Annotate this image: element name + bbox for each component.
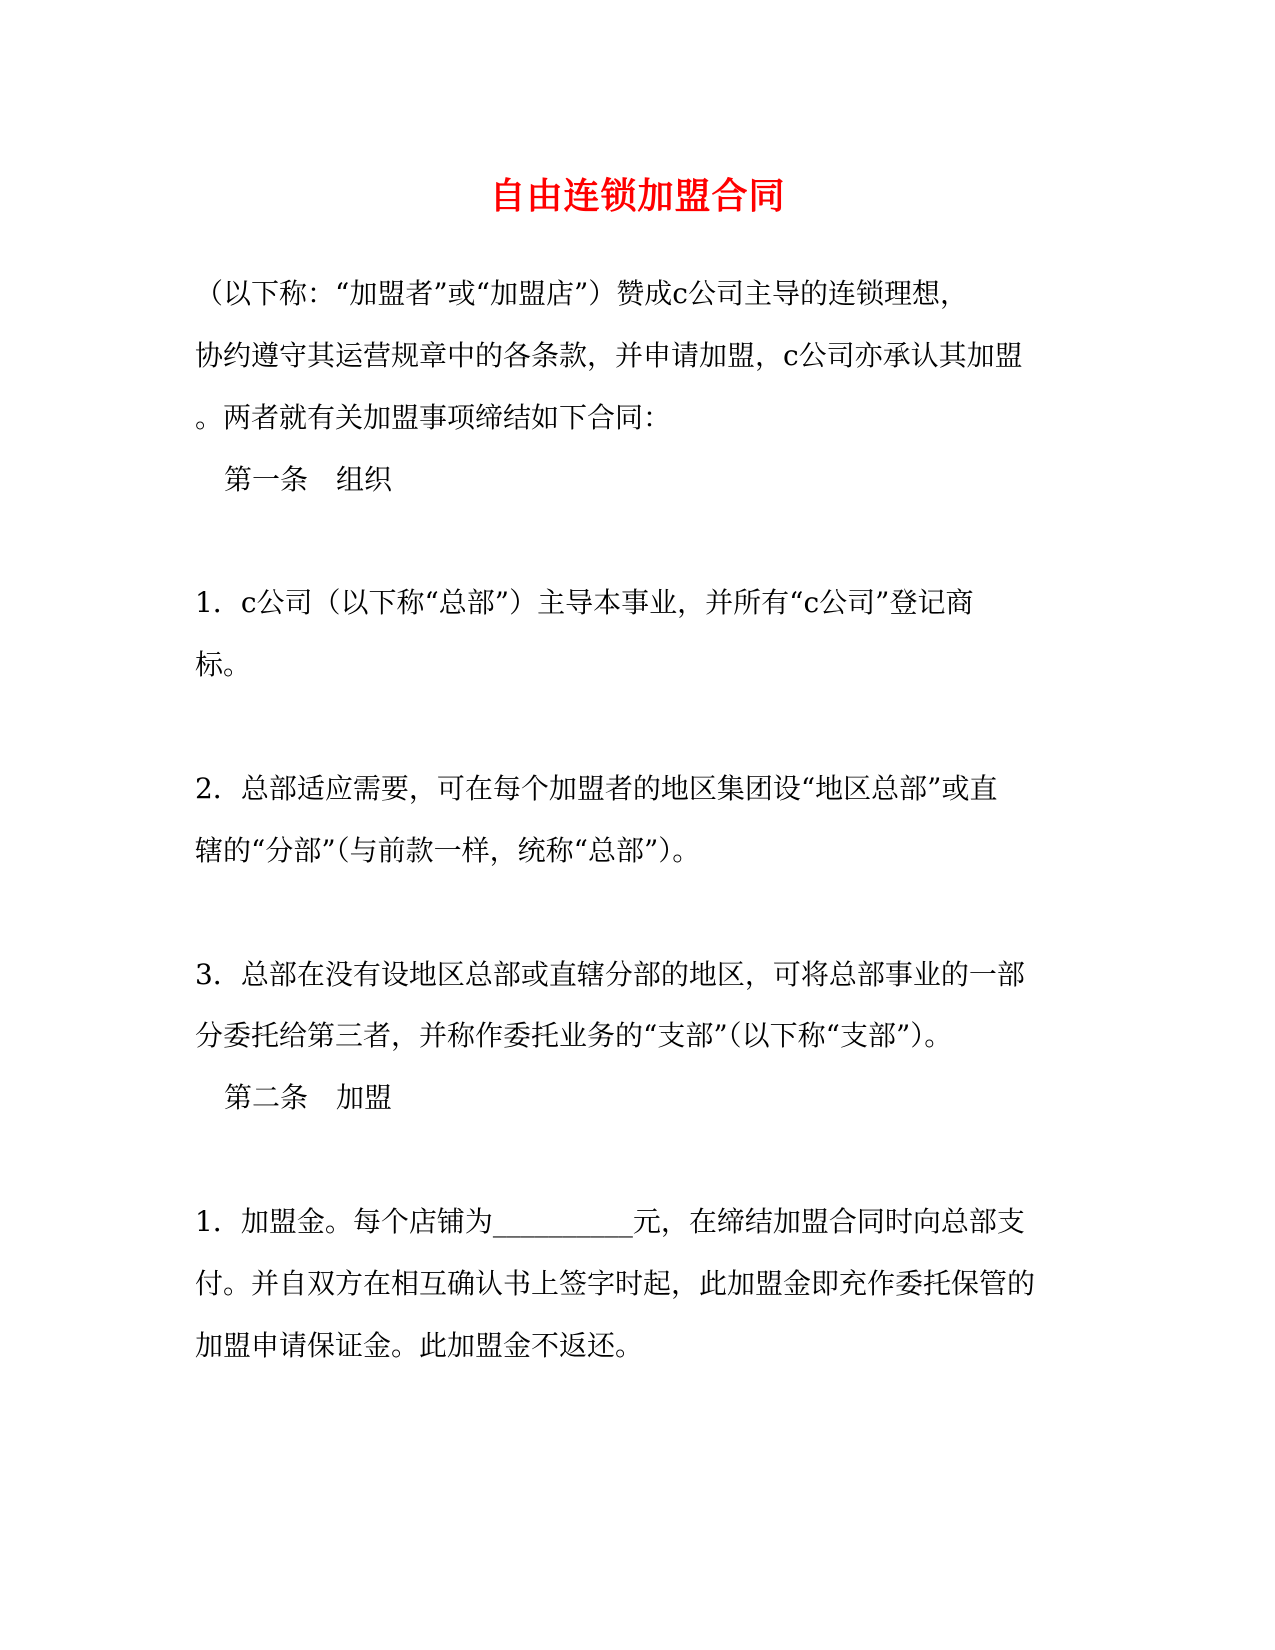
article-1-clause-3-line-1: 3．总部在没有设地区总部或直辖分部的地区，可将总部事业的一部 — [195, 958, 1025, 991]
preamble-line-1: （以下称：“加盟者”或“加盟店”）赞成c公司主导的连锁理想， — [195, 277, 968, 310]
article-2-clause-1-line-3: 加盟申请保证金。此加盟金不返还。 — [195, 1329, 644, 1362]
article-1-clause-2-line-1: 2．总部适应需要，可在每个加盟者的地区集团设“地区总部”或直 — [195, 772, 998, 805]
article-1-clause-1-line-2: 标。 — [195, 648, 252, 681]
article-2-clause-1-line-2: 付。并自双方在相互确认书上签字时起，此加盟金即充作委托保管的 — [195, 1267, 1036, 1300]
article-1-heading: 第一条 组织 — [224, 463, 393, 496]
preamble-line-2: 协约遵守其运营规章中的各条款，并申请加盟，c公司亦承认其加盟 — [195, 339, 1023, 372]
preamble-line-3: 。两者就有关加盟事项缔结如下合同： — [195, 401, 672, 434]
article-2-heading: 第二条 加盟 — [224, 1081, 393, 1114]
article-1-clause-3-line-2: 分委托给第三者，并称作委托业务的“支部”（以下称“支部”）。 — [195, 1019, 953, 1052]
article-2-clause-1-line-1: 1．加盟金。每个店铺为__________元，在缔结加盟合同时向总部支 — [195, 1205, 1025, 1238]
document-title: 自由连锁加盟合同 — [489, 175, 786, 217]
article-1-clause-1-line-1: 1．c公司（以下称“总部”）主导本事业，并所有“c公司”登记商 — [195, 586, 974, 619]
article-1-clause-2-line-2: 辖的“分部”（与前款一样，统称“总部”）。 — [195, 834, 701, 867]
